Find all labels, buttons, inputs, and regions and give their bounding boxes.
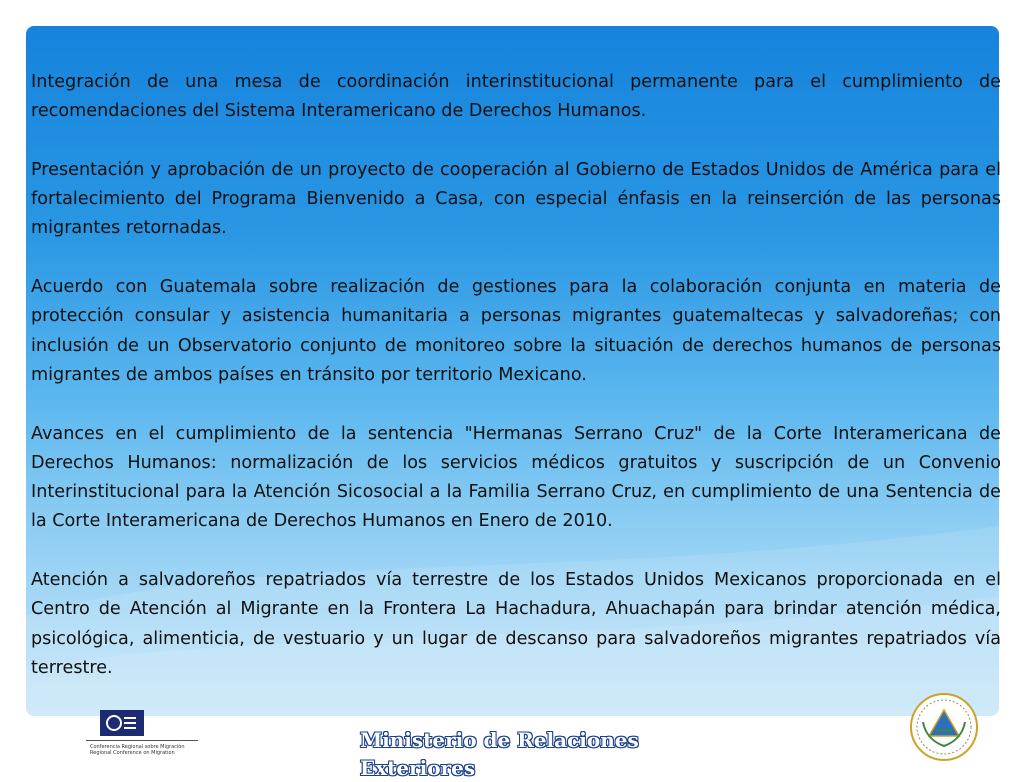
paragraph-guatemala-agreement: Acuerdo con Guatemala sobre realización de gestiones para la colaboración conjunta en materia de protección consular y asistencia humanitaria a personas migrantes guatemaltecas y salvadoreñas; con inclusión de un Observatorio conjunto de monitoreo sobre la situación de derechos humanos de personas migrantes de ambos países en tránsito por territorio Mexicano.	[31, 277, 1001, 385]
paragraph-serrano-cruz-sentence: Avances en el cumplimiento de la sentencia "Hermanas Serrano Cruz" de la Corte Interamericana de Derechos Humanos: normalización de los servicios médicos gratuitos y suscripción de un Convenio Interinstitucional para la Atención Sicosocial a la Familia Serrano Cruz, en cumplimiento de una Sentencia de la Corte Interamericana de Derechos Humanos en Enero de 2010.	[31, 423, 1001, 532]
conference-logo-text	[90, 744, 206, 756]
ministry-title: Ministerio de Relaciones Exteriores	[360, 728, 639, 780]
conference-logo-text-en: Regional Conference on Migration	[90, 750, 175, 756]
conference-logo	[80, 710, 208, 766]
slide-body	[31, 68, 1001, 713]
paragraph-coordination-table: Integración de una mesa de coordinación interinstitucional permanente para el cumplimiento de recomendaciones del Sistema Interamericano de Derechos Humanos.	[31, 72, 1001, 122]
footer	[0, 710, 1024, 780]
paragraph-repatriated-attention: Atención a salvadoreños repatriados vía terrestre de los Estados Unidos Mexicanos proporcionada en el Centro de Atención al Migrante en la Frontera La Hachadura, Ahuachapán para brindar atención médica, psicológica, alimenticia, de vestuario y un lugar de descanso para salvadoreños migrantes repatriados vía terrestre.	[31, 570, 1001, 678]
conference-logo-icon	[100, 710, 144, 736]
conference-logo-divider	[86, 740, 198, 741]
paragraph-cooperation-project: Presentación y aprobación de un proyecto de cooperación al Gobierno de Estados Unidos de América para el fortalecimiento del Programa Bienvenido a Casa, con especial énfasis en la reinserción de las personas migrantes retornadas.	[31, 159, 1001, 239]
conference-logo-text-es: Conferencia Regional sobre Migración	[90, 744, 185, 750]
el-salvador-coat-of-arms-icon	[909, 692, 979, 762]
